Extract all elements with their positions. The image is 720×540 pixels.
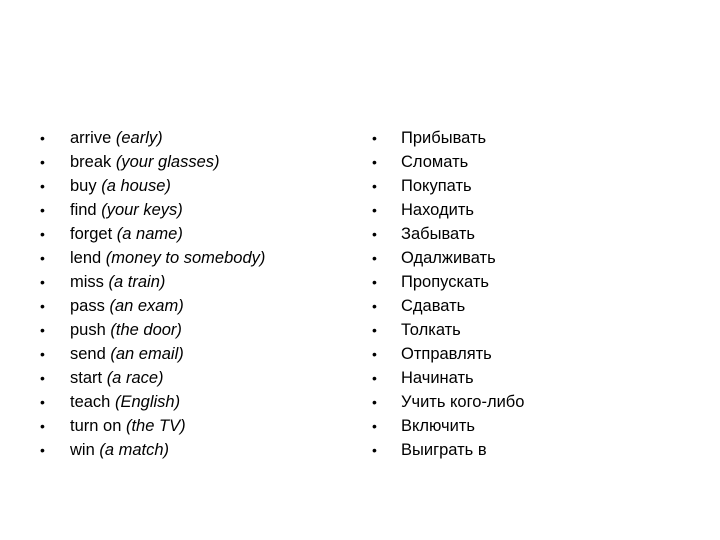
- bullet-icon: •: [372, 178, 377, 194]
- bullet-icon: •: [372, 442, 377, 458]
- russian-translation-item: [372, 318, 672, 342]
- verb: break: [70, 153, 112, 171]
- bullet-icon: •: [40, 322, 45, 338]
- bullet-icon: •: [40, 370, 45, 386]
- english-verb-text: [70, 414, 186, 438]
- russian-translation-text: Включить: [401, 417, 476, 435]
- bullet-icon: •: [40, 442, 45, 458]
- verb-usage-note: (your glasses): [115, 153, 220, 171]
- bullet-icon: •: [40, 202, 45, 218]
- verb: send: [70, 345, 106, 363]
- bullet-icon: •: [40, 418, 45, 434]
- russian-translation-list: [372, 126, 672, 462]
- bullet-icon: •: [372, 154, 377, 170]
- english-verb-item: [40, 366, 330, 390]
- english-verb-text: [70, 174, 171, 198]
- russian-translation-item: [372, 414, 672, 438]
- english-verb-item: [40, 294, 330, 318]
- english-verb-text: [70, 438, 169, 462]
- russian-translation-text: Выиграть в: [401, 441, 487, 459]
- bullet-icon: •: [372, 394, 377, 410]
- russian-translation-item: [372, 270, 672, 294]
- russian-translation-item: [372, 198, 672, 222]
- russian-translation-item: [372, 222, 672, 246]
- bullet-icon: •: [40, 394, 45, 410]
- english-verb-list: [40, 126, 330, 462]
- verb-usage-note: (your keys): [101, 201, 183, 219]
- english-verb-item: [40, 246, 330, 270]
- russian-translation-text: Одалживать: [401, 249, 496, 267]
- verb-usage-note: (an email): [110, 345, 184, 363]
- verb: arrive: [70, 129, 112, 147]
- russian-translation-item: [372, 126, 672, 150]
- verb: buy: [70, 177, 97, 195]
- bullet-icon: •: [372, 130, 377, 146]
- bullet-icon: •: [40, 130, 45, 146]
- bullet-icon: •: [372, 250, 377, 266]
- verb-usage-note: (a train): [108, 273, 166, 291]
- english-verb-text: [70, 246, 265, 270]
- verb-usage-note: (an exam): [109, 297, 184, 315]
- russian-translation-item: [372, 174, 672, 198]
- bullet-icon: •: [372, 346, 377, 362]
- bullet-icon: •: [40, 178, 45, 194]
- english-verb-text: [70, 198, 183, 222]
- bullet-icon: •: [40, 274, 45, 290]
- english-verb-item: [40, 414, 330, 438]
- english-verb-item: [40, 150, 330, 174]
- bullet-icon: •: [372, 418, 377, 434]
- russian-translation-text: Отправлять: [401, 345, 492, 363]
- russian-translation-text: Толкать: [401, 321, 461, 339]
- russian-translation-text: Находить: [401, 201, 474, 219]
- verb: lend: [70, 249, 102, 267]
- bullet-icon: •: [40, 346, 45, 362]
- verb-usage-note: (English): [114, 393, 181, 411]
- english-verb-item: [40, 342, 330, 366]
- russian-translation-item: [372, 366, 672, 390]
- english-verb-text: [70, 342, 184, 366]
- russian-translation-item: [372, 150, 672, 174]
- english-verb-item: [40, 318, 330, 342]
- english-verb-item: [40, 222, 330, 246]
- verb: miss: [70, 273, 104, 291]
- russian-translation-text: Пропускать: [401, 273, 490, 291]
- english-verb-text: [70, 366, 164, 390]
- russian-translation-item: [372, 342, 672, 366]
- russian-translation-text: Сдавать: [401, 297, 466, 315]
- bullet-icon: •: [372, 274, 377, 290]
- russian-translation-text: Прибывать: [401, 129, 487, 147]
- english-verb-item: [40, 174, 330, 198]
- english-verb-text: [70, 390, 180, 414]
- english-verb-item: [40, 270, 330, 294]
- english-verb-text: [70, 150, 220, 174]
- english-verb-item: [40, 126, 330, 150]
- bullet-icon: •: [40, 226, 45, 242]
- verb-usage-note: (a match): [99, 441, 170, 459]
- english-verb-text: [70, 318, 182, 342]
- verb: win: [70, 441, 95, 459]
- english-verb-text: [70, 294, 184, 318]
- english-verb-item: [40, 390, 330, 414]
- bullet-icon: •: [40, 298, 45, 314]
- verb-usage-note: (the door): [110, 321, 182, 339]
- english-verb-text: [70, 222, 183, 246]
- russian-translation-text: Покупать: [401, 177, 472, 195]
- russian-translation-text: Забывать: [401, 225, 476, 243]
- verb-usage-note: (early): [115, 129, 163, 147]
- english-verb-text: [70, 126, 163, 150]
- verb: pass: [70, 297, 105, 315]
- verb: start: [70, 369, 103, 387]
- russian-translation-item: [372, 390, 672, 414]
- verb: find: [70, 201, 97, 219]
- russian-translation-text: Сломать: [401, 153, 469, 171]
- verb-usage-note: (the TV): [125, 417, 186, 435]
- verb: turn on: [70, 417, 122, 435]
- english-verb-item: [40, 198, 330, 222]
- verb: teach: [70, 393, 111, 411]
- bullet-icon: •: [372, 298, 377, 314]
- russian-translation-text: Учить кого-либо: [401, 393, 525, 411]
- russian-translation-text: Начинать: [401, 369, 474, 387]
- verb: push: [70, 321, 106, 339]
- bullet-icon: •: [40, 154, 45, 170]
- verb-usage-note: (a race): [106, 369, 164, 387]
- english-verb-item: [40, 438, 330, 462]
- russian-translation-item: [372, 294, 672, 318]
- bullet-icon: •: [372, 202, 377, 218]
- bullet-icon: •: [40, 250, 45, 266]
- english-verb-text: [70, 270, 165, 294]
- verb-usage-note: (a name): [116, 225, 183, 243]
- verb: forget: [70, 225, 113, 243]
- verb-usage-note: (a house): [101, 177, 171, 195]
- bullet-icon: •: [372, 370, 377, 386]
- bullet-icon: •: [372, 226, 377, 242]
- russian-translation-item: [372, 246, 672, 270]
- bullet-icon: •: [372, 322, 377, 338]
- russian-translation-item: [372, 438, 672, 462]
- verb-usage-note: (money to somebody): [105, 249, 266, 267]
